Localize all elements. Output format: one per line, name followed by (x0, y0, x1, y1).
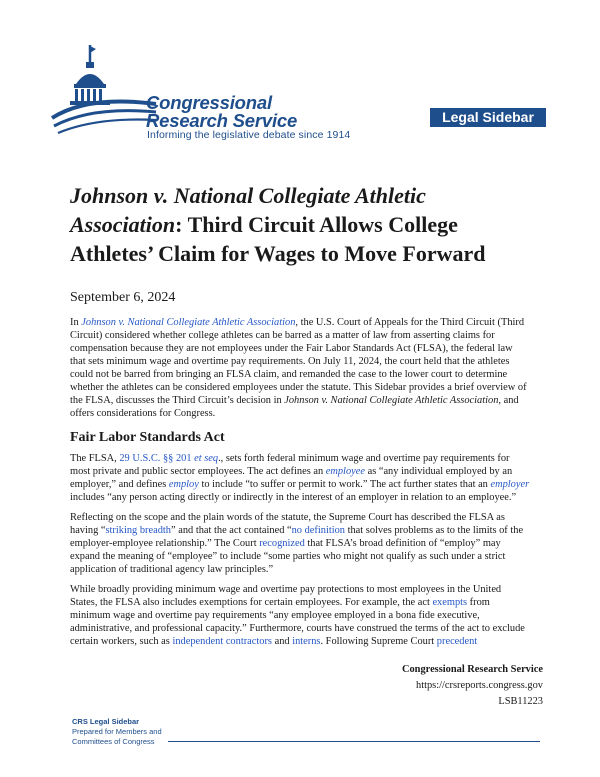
org-name-line1: Congressional (146, 92, 272, 113)
precedent-link[interactable]: precedent (436, 636, 478, 647)
title-rest-line3: Athletes’ Claim for Wages to Move Forward (70, 241, 486, 266)
employee-link[interactable] (326, 466, 365, 477)
no-definition-link[interactable]: no definition (291, 525, 345, 536)
body-text: While broadly providing minimum wage and overtime pay protections to most employees in the United States, the FLSA also includes exemptions for certain employees. For example, the act (70, 584, 502, 608)
exempts-link[interactable]: exempts (432, 597, 468, 608)
document-body (70, 316, 530, 655)
body-text: ., sets forth federal minimum wage and overtime pay requirements for most private and public sector employees. The act defines an (70, 453, 510, 477)
footer-report-id: LSB11223 (498, 696, 543, 707)
body-text: that FLSA’s broad definition of “employ” may expand the meaning of “employee” to include “some parties who might not qualify as such under a strict application of traditional agency law principles.” (70, 538, 506, 575)
recognized-link[interactable]: recognized (259, 538, 305, 549)
employ-link-text: employ (168, 479, 199, 490)
intro-paragraph (70, 316, 530, 420)
body-text: Reflecting on the scope and the plain words of the statute, the Supreme Court has described the FLSA as having “ (70, 512, 505, 536)
capitol-dome-logo-icon (48, 40, 158, 140)
employer-link[interactable] (490, 479, 529, 490)
employer-link-text: employer (490, 479, 530, 490)
title-case-name-2: Association (70, 212, 176, 237)
exemptions-paragraph (70, 583, 530, 648)
footer-series-title: CRS Legal Sidebar (72, 717, 140, 726)
employee-link-text: employee (325, 466, 365, 477)
footer-url[interactable]: https://crsreports.congress.gov (416, 680, 543, 691)
body-text: ” and that the act contained “ (171, 525, 292, 536)
case-link[interactable]: Johnson v. National Collegiate Athletic Association (81, 317, 296, 328)
body-text: that solves problems as to the limits of the employer-employee relationship.” The Court (70, 525, 524, 549)
title-rest-line2: : Third Circuit Allows College (175, 212, 458, 237)
body-text: and (271, 636, 293, 647)
body-text: . Following Supreme Court (320, 636, 437, 647)
body-text: from minimum wage and overtime pay requirements “any employee employed in a bona fide executive, administrative, and professional capacity.” Furthermore, courts have construed the terms of the act to exclude certain workers, such as (70, 597, 525, 647)
et-seq-link[interactable] (194, 453, 218, 464)
org-name-line2: Research Service (146, 110, 298, 131)
org-tagline: Informing the legislative debate since 1914 (147, 129, 351, 141)
interns-link[interactable]: interns (292, 636, 321, 647)
scope-paragraph (70, 511, 530, 576)
employ-link[interactable] (169, 479, 199, 490)
flsa-paragraph (70, 452, 530, 504)
footer-series-line2: Prepared for Members and (72, 727, 162, 736)
publication-date: September 6, 2024 (70, 290, 176, 305)
legal-sidebar-badge: Legal Sidebar (430, 108, 546, 127)
intro-text: In (70, 317, 82, 328)
body-text: to include “to suffer or permit to work.” The act further states that an (198, 479, 491, 490)
independent-contractors-link[interactable]: independent contractors (172, 636, 272, 647)
footer-series-line3: Committees of Congress (72, 737, 155, 746)
title-case-name-1: Johnson v. National Collegiate Athletic (70, 183, 426, 208)
body-text: includes “any person acting directly or indirectly in the interest of an employer in relation to an employee.” (70, 492, 517, 503)
usc-link[interactable]: 29 U.S.C. §§ 201 (119, 453, 195, 464)
footer-org: Congressional Research Service (401, 664, 543, 675)
striking-breadth-link[interactable]: striking breadth (105, 525, 172, 536)
intro-text: , the U.S. Court of Appeals for the Third Circuit (Third Circuit) considered whether college athletes can be barred as a matter of law from asserting claims for compensation because they are not employees under the Fair Labor Standards Act (FLSA), the federal law that sets minimum wage and overtime pay requirements. On July 11, 2024, the court held that the athletes could not be barred from bringing an FLSA claim, and remanded the case to the lower court to determine whether the athletes can be considered employees under the statute. This Sidebar provides a brief overview of the FLSA, discusses the Third Circuit’s decision in (70, 317, 527, 406)
body-text: The FLSA, (70, 453, 120, 464)
case-name-italic: Johnson v. National Collegiate Athletic Association (284, 395, 499, 406)
footer-report-info (402, 662, 543, 710)
page-title (70, 181, 550, 268)
et-seq-link-text: et seq (194, 453, 219, 464)
intro-text: , and offers considerations for Congress. (70, 395, 519, 419)
org-name (146, 94, 297, 130)
footer-series (72, 717, 162, 747)
body-text: as “any individual employed by an employer,” and defines (70, 466, 513, 490)
footer-divider (168, 741, 540, 742)
section-heading: Fair Labor Standards Act (70, 430, 225, 445)
report-header (0, 0, 600, 150)
